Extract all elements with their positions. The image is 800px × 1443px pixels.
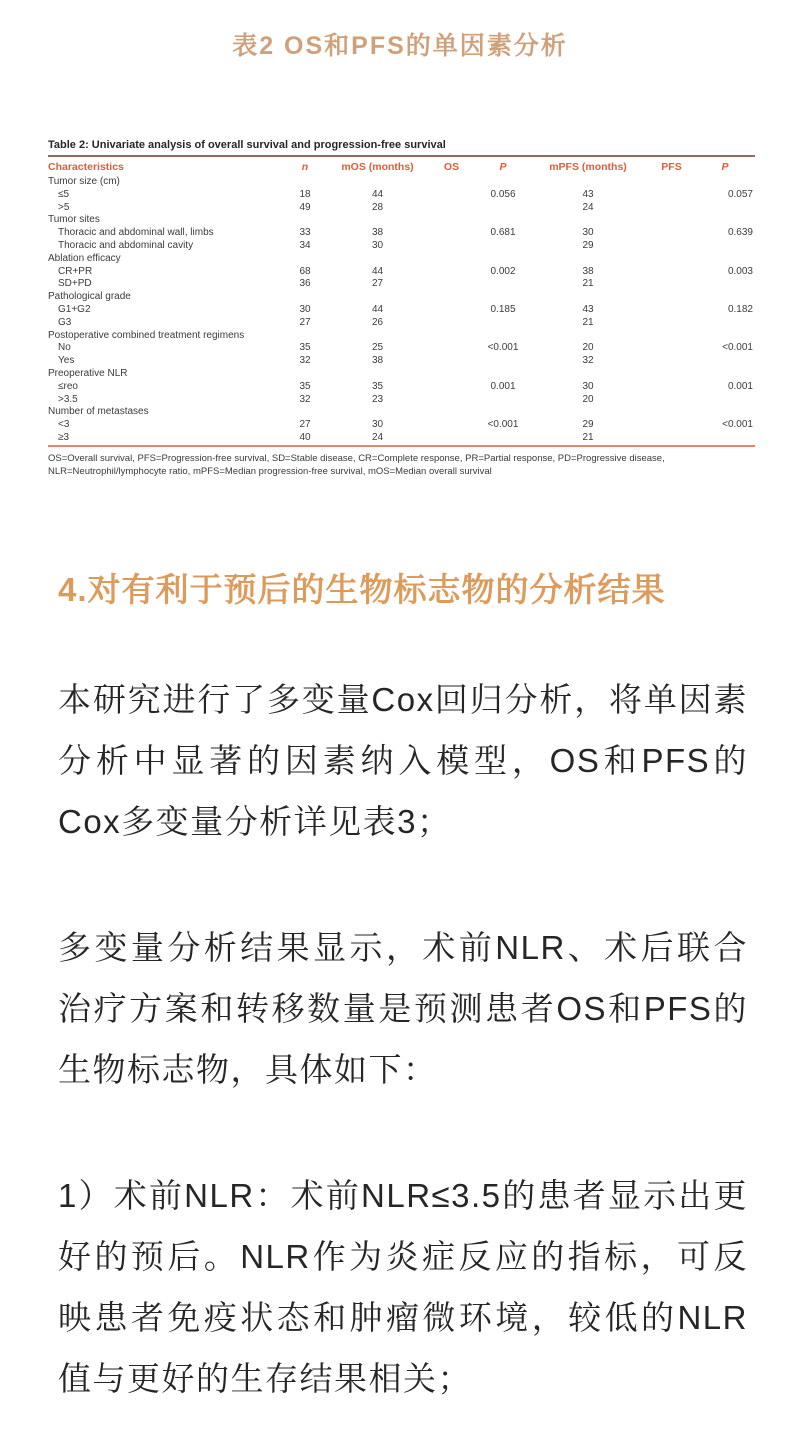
cell-characteristic: SD+PD xyxy=(58,278,92,290)
table-group-row xyxy=(48,253,755,266)
table-body xyxy=(48,176,755,446)
cell-value xyxy=(425,394,478,407)
cell-value xyxy=(695,176,755,189)
cell-value xyxy=(425,342,478,355)
cell-value xyxy=(425,432,478,446)
cell-value: 35 xyxy=(299,380,311,392)
cell-characteristic: G3 xyxy=(58,316,72,328)
cell-value: 34 xyxy=(299,239,311,251)
cell-value xyxy=(425,381,478,394)
cell-value xyxy=(425,304,478,317)
table-row xyxy=(48,227,755,240)
table-row xyxy=(48,278,755,291)
table-row xyxy=(48,394,755,407)
cell-value xyxy=(648,278,695,291)
cell-value xyxy=(648,381,695,394)
cell-value: <0.001 xyxy=(722,342,753,354)
cell-value xyxy=(425,227,478,240)
cell-value xyxy=(425,406,478,419)
cell-value xyxy=(648,266,695,279)
cell-value: 44 xyxy=(371,303,384,315)
cell-value: 0.639 xyxy=(727,227,753,239)
cell-value xyxy=(425,240,478,253)
cell-value: 26 xyxy=(371,316,384,328)
table-row xyxy=(48,419,755,432)
cell-value xyxy=(695,253,755,266)
cell-value: <0.001 xyxy=(487,419,519,431)
cell-value xyxy=(648,432,695,446)
cell-value xyxy=(478,355,528,368)
cell-value: 30 xyxy=(582,380,594,392)
table2-container xyxy=(48,138,755,478)
cell-value: 21 xyxy=(582,316,594,328)
cell-value xyxy=(648,406,695,419)
cell-value: 38 xyxy=(371,227,384,239)
cell-value: <0.001 xyxy=(487,342,519,354)
cell-value xyxy=(478,317,528,330)
cell-value: 68 xyxy=(299,265,311,277)
cell-characteristic: ≥3 xyxy=(58,431,70,443)
cell-value: 0.057 xyxy=(727,188,753,200)
cell-value: 18 xyxy=(299,188,311,200)
col-header-p-pfs: P xyxy=(721,161,729,173)
cell-value: <0.001 xyxy=(722,419,753,431)
cell-value xyxy=(695,278,755,291)
table-row xyxy=(48,304,755,317)
table-row xyxy=(48,240,755,253)
table-row xyxy=(48,317,755,330)
cell-value xyxy=(695,368,755,381)
cell-value xyxy=(648,355,695,368)
cell-value xyxy=(478,406,528,419)
cell-value: 30 xyxy=(299,303,311,315)
cell-characteristic: >3.5 xyxy=(58,393,78,405)
cell-value: 0.003 xyxy=(727,265,753,277)
cell-value: 24 xyxy=(371,431,384,443)
cell-value: 33 xyxy=(299,227,311,239)
cell-value xyxy=(425,355,478,368)
cell-characteristic: ≤5 xyxy=(58,188,70,200)
cell-value: 28 xyxy=(371,201,384,213)
cell-value xyxy=(478,202,528,215)
cell-value: 30 xyxy=(582,227,594,239)
cell-value xyxy=(648,342,695,355)
cell-value xyxy=(648,189,695,202)
cell-value xyxy=(528,291,648,304)
table-row xyxy=(48,342,755,355)
cell-value: 36 xyxy=(299,278,311,290)
cell-value xyxy=(695,432,755,446)
cell-value: 0.056 xyxy=(490,188,516,200)
cell-value: 0.185 xyxy=(490,303,516,315)
cell-value xyxy=(695,317,755,330)
cell-value: 0.001 xyxy=(727,380,753,392)
cell-value xyxy=(280,291,330,304)
cell-value xyxy=(280,368,330,381)
cell-characteristic: CR+PR xyxy=(58,265,93,277)
table-row xyxy=(48,355,755,368)
cell-characteristic: Preoperative NLR xyxy=(48,367,128,379)
col-header-n: n xyxy=(301,161,309,173)
cell-value xyxy=(478,214,528,227)
cell-value xyxy=(280,214,330,227)
col-header-mos: mOS (months) xyxy=(341,161,414,173)
cell-value: 24 xyxy=(582,201,594,213)
cell-value xyxy=(425,266,478,279)
cell-value xyxy=(695,394,755,407)
cell-value xyxy=(648,240,695,253)
footnote-line: NLR=Neutrophil/lymphocyte ratio, mPFS=Median progression-free survival, mOS=Median overall survival xyxy=(48,465,492,477)
cell-value: 49 xyxy=(299,201,311,213)
cell-value xyxy=(648,394,695,407)
cell-value xyxy=(648,304,695,317)
cell-value xyxy=(478,368,528,381)
cell-characteristic: Thoracic and abdominal cavity xyxy=(58,239,194,251)
cell-value: 43 xyxy=(582,188,594,200)
table-footnote xyxy=(48,452,755,478)
cell-characteristic: ≤reo xyxy=(58,380,78,392)
cell-value xyxy=(695,291,755,304)
cell-value xyxy=(330,253,425,266)
table-row xyxy=(48,381,755,394)
table-group-row xyxy=(48,406,755,419)
cell-value xyxy=(330,214,425,227)
cell-value: 35 xyxy=(371,380,384,392)
cell-value xyxy=(648,419,695,432)
cell-value xyxy=(425,278,478,291)
cell-characteristic: Pathological grade xyxy=(48,291,131,303)
cell-value xyxy=(648,368,695,381)
cell-value: 44 xyxy=(371,188,384,200)
cell-value xyxy=(425,330,478,343)
cell-value: 25 xyxy=(371,342,384,354)
body-paragraph: 本研究进行了多变量Cox回归分析，将单因素分析中显著的因素纳入模型，OS和PFS的Cox多变量分析详见表3； xyxy=(58,680,748,840)
cell-value: 20 xyxy=(582,342,594,354)
cell-value: 29 xyxy=(582,239,594,251)
cell-value xyxy=(695,406,755,419)
cell-value xyxy=(478,330,528,343)
cell-value xyxy=(648,202,695,215)
table-caption: Table 2: Univariate analysis of overall survival and progression-free survival xyxy=(48,139,446,151)
footnote-line: OS=Overall survival, PFS=Progression-free survival, SD=Stable disease, CR=Complete response, PR=Partial response, PD=Progressive disease, xyxy=(48,452,665,464)
cell-value: 38 xyxy=(582,265,594,277)
table-group-row xyxy=(48,368,755,381)
cell-value xyxy=(425,189,478,202)
col-header-mpfs: mPFS (months) xyxy=(549,161,627,173)
cell-value xyxy=(695,214,755,227)
table-group-row xyxy=(48,291,755,304)
cell-value xyxy=(330,406,425,419)
cell-value: 21 xyxy=(582,278,594,290)
cell-value xyxy=(648,227,695,240)
col-header-os: OS xyxy=(443,161,460,173)
cell-value xyxy=(280,176,330,189)
cell-value xyxy=(528,214,648,227)
cell-value: 30 xyxy=(371,419,384,431)
table-row xyxy=(48,202,755,215)
cell-value xyxy=(280,330,330,343)
col-header-pfs: PFS xyxy=(661,161,682,173)
cell-value xyxy=(528,406,648,419)
cell-value xyxy=(478,291,528,304)
table-row xyxy=(48,432,755,446)
cell-value xyxy=(478,278,528,291)
cell-value xyxy=(478,432,528,446)
cell-value xyxy=(425,176,478,189)
page-title: 表2 OS和PFS的单因素分析 xyxy=(232,32,568,60)
cell-value xyxy=(330,291,425,304)
cell-value xyxy=(478,240,528,253)
cell-value: 0.002 xyxy=(490,265,516,277)
cell-value: 40 xyxy=(299,431,311,443)
cell-value xyxy=(478,253,528,266)
cell-value xyxy=(280,406,330,419)
cell-value xyxy=(478,394,528,407)
cell-value: 32 xyxy=(299,355,311,367)
cell-value xyxy=(648,330,695,343)
cell-value: 30 xyxy=(371,239,384,251)
cell-value: 23 xyxy=(371,393,384,405)
cell-characteristic: >5 xyxy=(58,201,70,213)
cell-characteristic: Thoracic and abdominal wall, limbs xyxy=(58,227,214,239)
cell-value: 0.681 xyxy=(490,227,516,239)
body-paragraph: 1）术前NLR：术前NLR≤3.5的患者显示出更好的预后。NLR作为炎症反应的指标，可反映患者免疫状态和肿瘤微环境，较低的NLR值与更好的生存结果相关； xyxy=(58,1176,748,1397)
cell-value xyxy=(648,253,695,266)
cell-value xyxy=(425,317,478,330)
cell-value xyxy=(528,330,648,343)
cell-value: 0.182 xyxy=(727,303,753,315)
cell-characteristic: <3 xyxy=(58,419,70,431)
cell-characteristic: Number of metastases xyxy=(48,406,149,418)
cell-value xyxy=(648,176,695,189)
cell-value: 29 xyxy=(582,419,594,431)
cell-value xyxy=(425,202,478,215)
cell-characteristic: Yes xyxy=(58,355,75,367)
cell-characteristic: No xyxy=(58,342,71,354)
cell-value xyxy=(695,330,755,343)
cell-value xyxy=(425,291,478,304)
cell-value xyxy=(528,368,648,381)
table-row xyxy=(48,266,755,279)
cell-value xyxy=(330,330,425,343)
cell-characteristic: G1+G2 xyxy=(58,303,91,315)
cell-value xyxy=(648,214,695,227)
univariate-analysis-table xyxy=(48,155,755,447)
cell-characteristic: Tumor size (cm) xyxy=(48,176,120,187)
cell-value: 0.001 xyxy=(490,380,516,392)
cell-value: 27 xyxy=(371,278,384,290)
cell-value: 20 xyxy=(582,393,594,405)
table-group-row xyxy=(48,330,755,343)
cell-value xyxy=(280,253,330,266)
cell-value: 21 xyxy=(582,431,594,443)
cell-value xyxy=(528,253,648,266)
table-group-row xyxy=(48,214,755,227)
table-row xyxy=(48,189,755,202)
section-heading: 4.对有利于预后的生物标志物的分析结果 xyxy=(58,570,666,608)
cell-characteristic: Postoperative combined treatment regimens xyxy=(48,329,245,341)
cell-value xyxy=(330,368,425,381)
table-group-row xyxy=(48,176,755,189)
cell-value: 32 xyxy=(582,355,594,367)
cell-value: 27 xyxy=(299,316,311,328)
cell-value xyxy=(648,291,695,304)
cell-value xyxy=(478,176,528,189)
cell-value: 32 xyxy=(299,393,311,405)
cell-value xyxy=(425,419,478,432)
cell-value: 27 xyxy=(299,419,311,431)
cell-value xyxy=(425,368,478,381)
cell-value: 38 xyxy=(371,355,384,367)
table-header-row xyxy=(48,156,755,176)
body-paragraph: 多变量分析结果显示，术前NLR、术后联合治疗方案和转移数量是预测患者OS和PFS的生物标志物，具体如下： xyxy=(58,928,748,1088)
col-header-p-os: P xyxy=(499,161,507,173)
cell-value xyxy=(425,253,478,266)
cell-value xyxy=(425,214,478,227)
col-header-characteristics: Characteristics xyxy=(48,161,124,173)
cell-characteristic: Ablation efficacy xyxy=(48,252,121,264)
cell-value xyxy=(695,240,755,253)
cell-value: 35 xyxy=(299,342,311,354)
cell-value xyxy=(648,317,695,330)
cell-value xyxy=(695,355,755,368)
cell-characteristic: Tumor sites xyxy=(48,214,100,226)
cell-value xyxy=(695,202,755,215)
cell-value: 43 xyxy=(582,303,594,315)
cell-value xyxy=(330,176,425,189)
cell-value xyxy=(528,176,648,189)
cell-value: 44 xyxy=(371,265,384,277)
